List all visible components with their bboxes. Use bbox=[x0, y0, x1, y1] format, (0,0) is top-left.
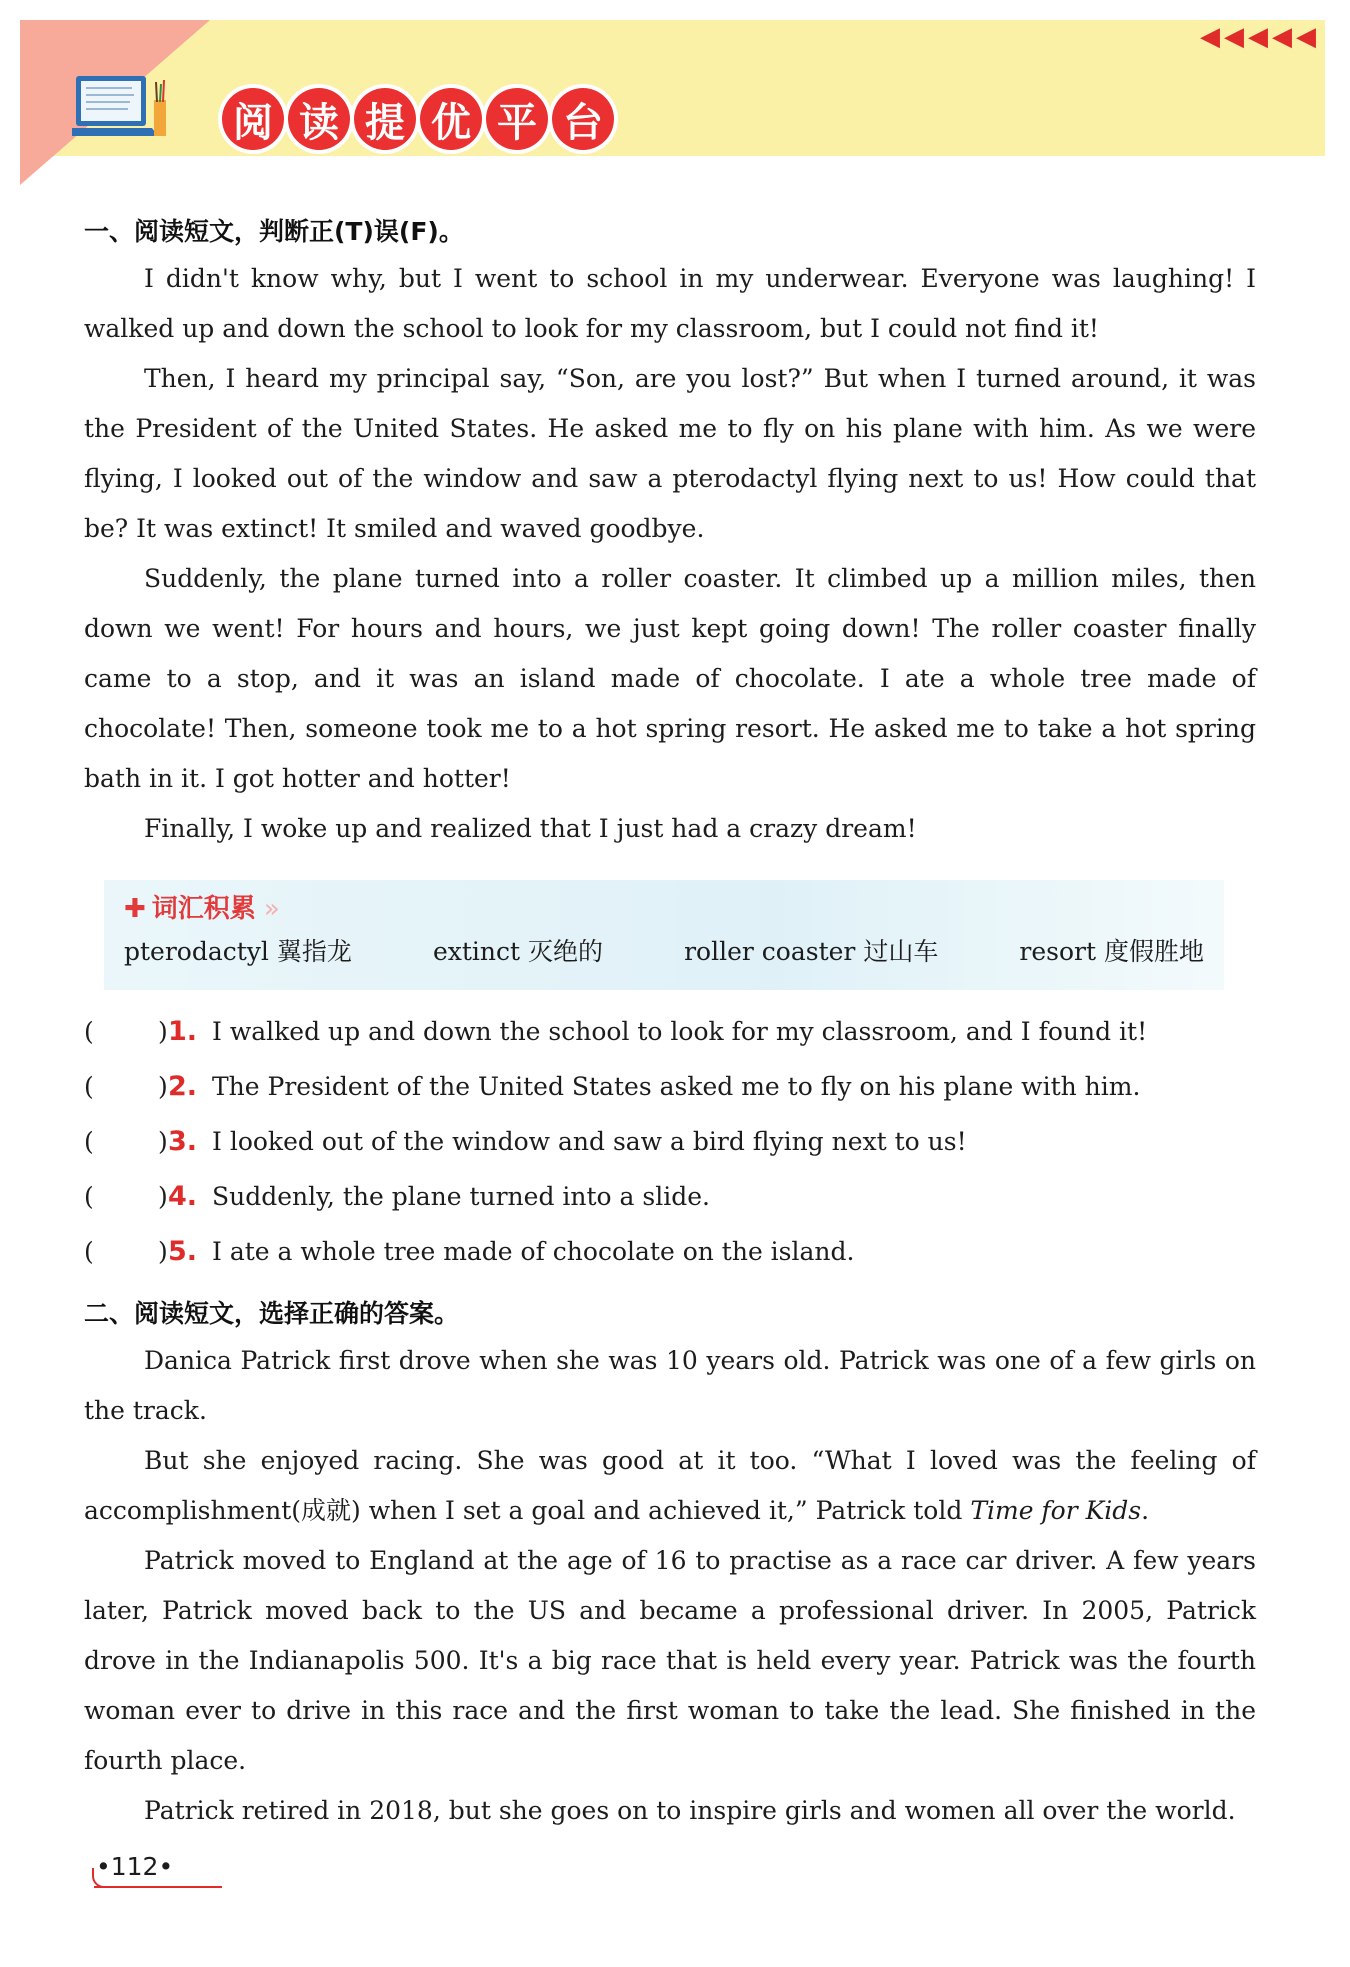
answer-blank[interactable]: ( bbox=[84, 1072, 94, 1101]
passage-paragraph: Finally, I woke up and realized that I just had a crazy dream! bbox=[144, 814, 917, 843]
title-char: 平 bbox=[486, 88, 548, 150]
question-row: ( ) 2. The President of the United States asked me to fly on his plane with him. bbox=[84, 1071, 1141, 1102]
question-text: The President of the United States asked me to fly on his plane with him. bbox=[212, 1072, 1141, 1101]
passage-paragraph: I didn't know why, but I went to school in my underwear. Everyone was laughing! I walked up and down the school to look for my classroom, but I could not find it! bbox=[84, 264, 1256, 343]
question-text: I ate a whole tree made of chocolate on the island. bbox=[212, 1237, 855, 1266]
answer-blank[interactable]: ( bbox=[84, 1182, 94, 1211]
true-false-questions bbox=[84, 1016, 1256, 1291]
vocabulary-list bbox=[124, 932, 1204, 968]
laptop-icon bbox=[72, 72, 172, 152]
page-number: •112• bbox=[96, 1852, 174, 1881]
vocabulary-item: resort 度假胜地 bbox=[1019, 937, 1204, 966]
passage-paragraph: Patrick retired in 2018, but she goes on to inspire girls and women all over the world. bbox=[144, 1796, 1236, 1825]
passage-paragraph: Suddenly, the plane turned into a roller coaster. It climbed up a million miles, then down we went! For hours and hours, we just kept going down! The roller coaster finally came to a stop, and it was an island made of chocolate. I ate a whole tree made of chocolate! Then, someone took me to a hot spring resort. He asked me to take a hot spring bath in it. I got hotter and hotter! bbox=[84, 564, 1256, 793]
title-char: 台 bbox=[552, 88, 614, 150]
arrow-decoration: ◀◀◀◀◀ bbox=[1200, 22, 1320, 52]
question-text: I looked out of the window and saw a bird flying next to us! bbox=[212, 1127, 967, 1156]
question-row: ( ) 1. I walked up and down the school to look for my classroom, and I found it! bbox=[84, 1016, 1148, 1047]
vocabulary-item: extinct 灭绝的 bbox=[432, 937, 604, 966]
title-char: 优 bbox=[420, 88, 482, 150]
answer-blank[interactable]: ( bbox=[84, 1017, 94, 1046]
passage-paragraph: But she enjoyed racing. She was good at it too. “What I loved was the feeling of accomplishment(成就) when I set a goal and achieved it,” Patrick told Time for Kids. bbox=[84, 1446, 1256, 1525]
answer-blank[interactable]: ( bbox=[84, 1127, 94, 1156]
title-char: 提 bbox=[354, 88, 416, 150]
question-row: ( ) 4. Suddenly, the plane turned into a slide. bbox=[84, 1181, 710, 1212]
vocabulary-item: pterodactyl 翼指龙 bbox=[124, 937, 352, 966]
question-text: Suddenly, the plane turned into a slide. bbox=[212, 1182, 710, 1211]
question-number: 1. bbox=[168, 1016, 198, 1047]
question-number: 4. bbox=[168, 1181, 198, 1212]
vocabulary-item: roller coaster 过山车 bbox=[684, 937, 939, 966]
title-char: 读 bbox=[288, 88, 350, 150]
double-chevron-icon: » bbox=[263, 894, 280, 924]
question-text: I walked up and down the school to look for my classroom, and I found it! bbox=[212, 1017, 1148, 1046]
question-number: 3. bbox=[168, 1126, 198, 1157]
vocabulary-box bbox=[104, 880, 1224, 990]
section2-heading: 二、阅读短文，选择正确的答案。 bbox=[84, 1299, 460, 1328]
section1-heading: 一、阅读短文，判断正(T)误(F)。 bbox=[84, 217, 464, 246]
page-number-underline bbox=[94, 1886, 222, 1888]
plus-icon: ✚ bbox=[124, 894, 146, 924]
vocabulary-title: ✚ 词汇积累 » bbox=[124, 894, 280, 924]
passage-paragraph: Patrick moved to England at the age of 16 to practise as a race car driver. A few years later, Patrick moved back to the US and became a professional driver. In 2005, Patrick drove in the Indianapolis 500. It's a big race that is held every year. Patrick was the fourth woman ever to drive in this race and the first woman to take the lead. She finished in the fourth place. bbox=[84, 1546, 1256, 1775]
question-number: 2. bbox=[168, 1071, 198, 1102]
title-char: 阅 bbox=[222, 88, 284, 150]
banner-title bbox=[222, 88, 614, 150]
section1-passage bbox=[84, 254, 1256, 854]
question-number: 5. bbox=[168, 1236, 198, 1267]
header-banner bbox=[20, 20, 1325, 156]
passage-paragraph: Then, I heard my principal say, “Son, are you lost?” But when I turned around, it was the President of the United States. He asked me to fly on his plane with him. As we were flying, I looked out of the window and saw a pterodactyl flying next to us! How could that be? It was extinct! It smiled and waved goodbye. bbox=[84, 364, 1256, 543]
question-row: ( ) 5. I ate a whole tree made of chocolate on the island. bbox=[84, 1236, 855, 1267]
question-row: ( ) 3. I looked out of the window and saw a bird flying next to us! bbox=[84, 1126, 967, 1157]
answer-blank[interactable]: ( bbox=[84, 1237, 94, 1266]
passage-paragraph: Danica Patrick first drove when she was 10 years old. Patrick was one of a few girls on the track. bbox=[84, 1346, 1256, 1425]
section2-passage bbox=[84, 1336, 1256, 1836]
magazine-title: Time for Kids bbox=[970, 1496, 1142, 1525]
